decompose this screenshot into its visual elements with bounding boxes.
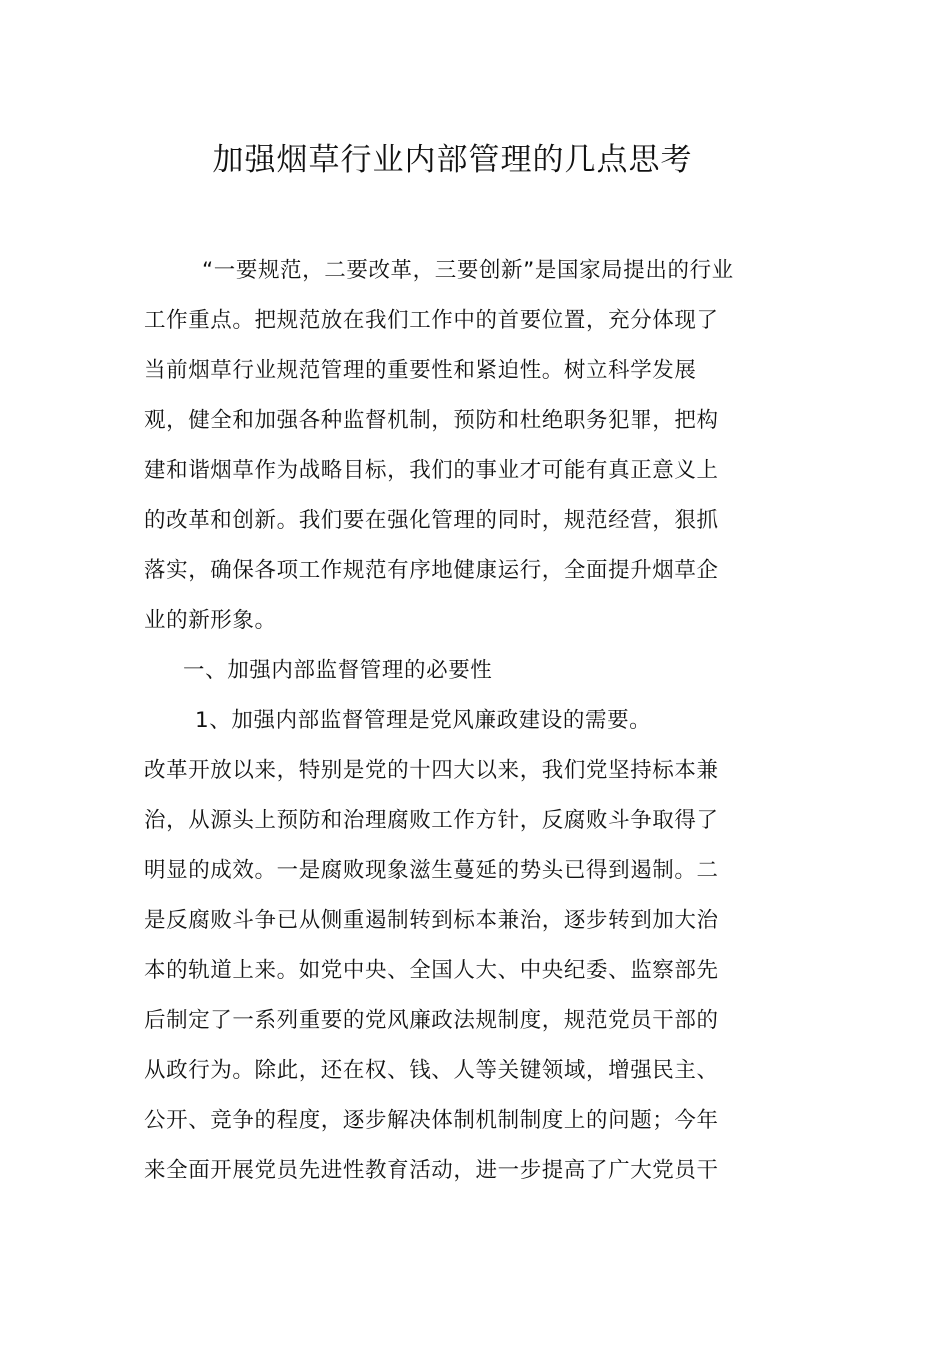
text-line-15: 本的轨道上来。如党中央、全国人大、中央纪委、监察部先 bbox=[144, 958, 719, 983]
text-line-13: 明显的成效。一是腐败现象滋生蔓延的势头已得到遏制。二 bbox=[144, 858, 719, 883]
text-line-16: 后制定了一系列重要的党风廉政法规制度，规范党员干部的 bbox=[144, 1008, 719, 1033]
text-line-3: 当前烟草行业规范管理的重要性和紧迫性。树立科学发展 bbox=[144, 358, 697, 383]
text-line-14: 是反腐败斗争已从侧重遏制转到标本兼治，逐步转到加大治 bbox=[144, 908, 719, 933]
text-line-1: “一要规范，二要改革，三要创新”是国家局提出的行业 bbox=[202, 258, 734, 283]
text-line-5: 建和谐烟草作为战略目标，我们的事业才可能有真正意义上 bbox=[144, 458, 719, 483]
text-line-19: 来全面开展党员先进性教育活动，进一步提高了广大党员干 bbox=[144, 1158, 719, 1183]
text-line-2: 工作重点。把规范放在我们工作中的首要位置，充分体现了 bbox=[144, 308, 719, 333]
text-line-7: 落实，确保各项工作规范有序地健康运行，全面提升烟草企 bbox=[144, 558, 719, 583]
text-line-12: 治，从源头上预防和治理腐败工作方针，反腐败斗争取得了 bbox=[144, 808, 719, 833]
text-line-8: 业的新形象。 bbox=[144, 608, 277, 633]
text-line-17: 从政行为。除此，还在权、钱、人等关键领域，增强民主、 bbox=[144, 1058, 719, 1083]
text-line-11: 改革开放以来，特别是党的十四大以来，我们党坚持标本兼 bbox=[144, 758, 719, 783]
subsection-heading: 1、加强内部监督管理是党风廉政建设的需要。 bbox=[195, 708, 652, 733]
text-line-18: 公开、竞争的程度，逐步解决体制机制制度上的问题；今年 bbox=[144, 1108, 719, 1133]
section-heading: 一、加强内部监督管理的必要性 bbox=[183, 658, 493, 683]
text-line-4: 观，健全和加强各种监督机制，预防和杜绝职务犯罪，把构 bbox=[144, 408, 719, 433]
document-title: 加强烟草行业内部管理的几点思考 bbox=[212, 142, 693, 178]
text-line-6: 的改革和创新。我们要在强化管理的同时，规范经营，狠抓 bbox=[144, 508, 719, 533]
